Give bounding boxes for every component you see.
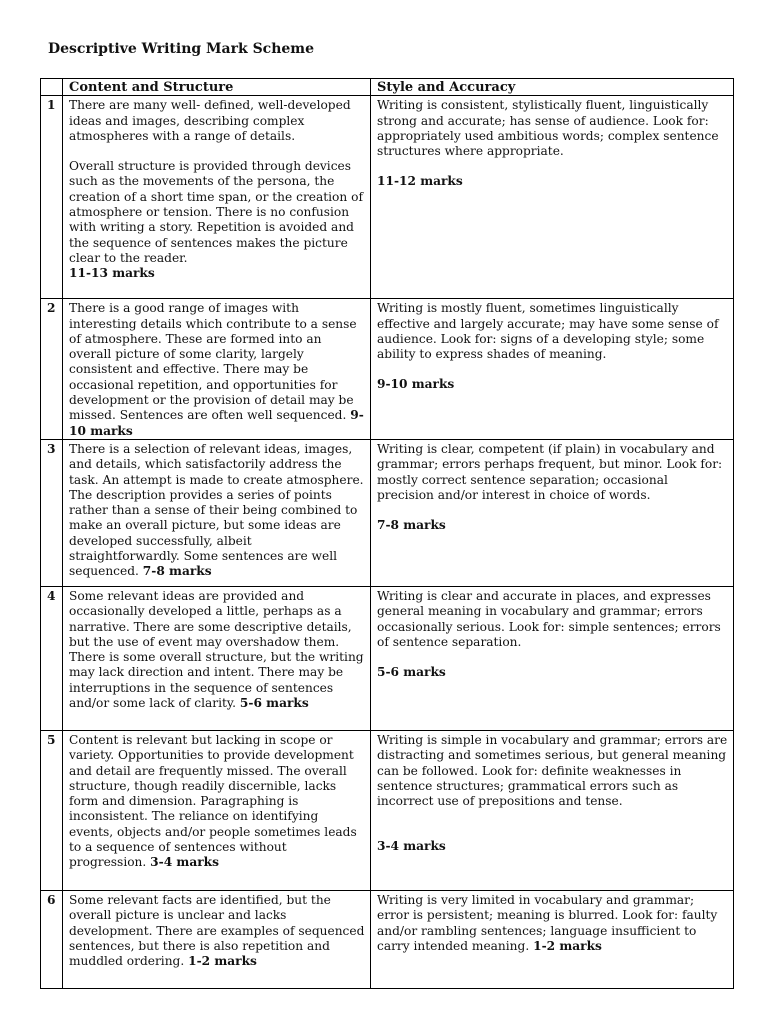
style-cell — [371, 299, 734, 440]
content-marks: 9-10 marks — [69, 408, 364, 438]
content-paragraph: There are many well- defined, well-developed ideas and images, describing complex atmospheres with a range of details. — [69, 98, 351, 143]
style-text: Writing is clear and accurate in places, and expresses general meaning in vocabulary and grammar; errors occasionally serious. Look for: simple sentences; errors of sentence separation. — [377, 588, 721, 649]
content-text: Some relevant ideas are provided and occasionally developed a little, perhaps as a narrative. There are some descriptive details, but the use of event may overshadow them. There is some overall structure, but the writing may lack direction and intent. There may be interruptions in the sequence of sentences and/or some lack of clarity. — [69, 588, 364, 711]
content-text: Some relevant facts are identified, but the overall picture is unclear and lacks development. There are examples of sequenced sentences, but there is also repetition and muddled ordering. — [69, 892, 365, 969]
band-number: 6 — [41, 890, 63, 988]
style-text: Writing is mostly fluent, sometimes linguistically effective and largely accurate; may have some sense of audience. Look for: signs of a developing style; some ability to express shades of meaning. — [377, 301, 719, 362]
style-marks: 1-2 marks — [533, 938, 602, 953]
content-marks: 7-8 marks — [142, 564, 212, 579]
style-marks: 11-12 marks — [377, 174, 463, 189]
band-number: 2 — [41, 299, 63, 440]
content-paragraph: Overall structure is provided through devices such as the movements of the persona, the creation of a short time span, or the creation of atmosphere or tension. There is no confusion with writing a story. Repetition is avoided and the sequence of sentences makes the picture clear to the reader. — [69, 159, 363, 265]
content-cell — [63, 299, 371, 440]
style-cell — [371, 439, 734, 586]
style-text: Writing is consistent, stylistically fluent, linguistically strong and accurate; has sense of audience. Look for: appropriately used ambitious words; complex sentence structures where appropriate. — [377, 98, 719, 159]
table-row — [41, 730, 734, 890]
table-row — [41, 439, 734, 586]
style-marks: 3-4 marks — [377, 839, 446, 854]
style-cell — [371, 890, 734, 988]
content-text: There is a selection of relevant ideas, images, and details, which satisfactorily address the task. An attempt is made to create atmosphere. The description provides a series of points rather than a sense of their being combined to make an overall picture, but some ideas are developed successfully, albeit straightforwardly. Some sentences are well sequenced. — [69, 441, 364, 579]
style-text: Writing is very limited in vocabulary and grammar; error is persistent; meaning is blurred. Look for: faulty and/or rambling sentences; language insufficient to carry intended meaning. — [377, 892, 718, 953]
table-row — [41, 96, 734, 299]
style-marks: 7-8 marks — [377, 518, 446, 533]
content-text: There is a good range of images with interesting details which contribute to a sense of atmosphere. These are formed into an overall picture of some clarity, largely consistent and effective. There may be occasional repetition, and opportunities for development or the provision of detail may be missed. Sentences are often well sequenced. — [69, 301, 357, 423]
band-number: 5 — [41, 730, 63, 890]
table-row — [41, 890, 734, 988]
content-cell — [63, 96, 371, 299]
style-text: Writing is clear, competent (if plain) in vocabulary and grammar; errors perhaps frequent, but minor. Look for: mostly correct sentence separation; occasional precision and/or interest in choice of words. — [377, 441, 723, 502]
style-cell — [371, 96, 734, 299]
content-marks: 3-4 marks — [150, 855, 219, 870]
band-number: 3 — [41, 439, 63, 586]
style-marks: 5-6 marks — [377, 665, 446, 680]
style-marks: 9-10 marks — [377, 377, 455, 392]
table-row — [41, 586, 734, 730]
style-cell — [371, 730, 734, 890]
page-title: Descriptive Writing Mark Scheme — [48, 41, 315, 57]
style-cell — [371, 586, 734, 730]
style-text: Writing is simple in vocabulary and grammar; errors are distracting and sometimes serious, but general meaning can be followed. Look for: definite weaknesses in sentence structures; grammatical errors such as incorrect use of prepositions and tense. — [377, 732, 728, 809]
content-marks: 11-13 marks — [69, 266, 155, 281]
band-number: 1 — [41, 96, 63, 299]
mark-scheme-table — [40, 78, 734, 989]
header-style-and-accuracy: Style and Accuracy — [371, 79, 734, 96]
header-content-and-structure: Content and Structure — [63, 79, 371, 96]
content-cell — [63, 439, 371, 586]
content-marks: 1-2 marks — [188, 954, 257, 969]
content-cell — [63, 890, 371, 988]
content-cell — [63, 730, 371, 890]
table-header-row — [41, 79, 734, 96]
table-row — [41, 299, 734, 440]
band-number: 4 — [41, 586, 63, 730]
content-text: Content is relevant but lacking in scope or variety. Opportunities to provide development and detail are frequently missed. The overall structure, though readily discernible, lacks form and dimension. Paragraphing is inconsistent. The reliance on identifying events, objects and/or people sometimes leads to a sequence of sentences without progression. — [69, 732, 357, 870]
content-cell — [63, 586, 371, 730]
content-marks: 5-6 marks — [239, 696, 309, 711]
header-band-number — [41, 79, 63, 96]
